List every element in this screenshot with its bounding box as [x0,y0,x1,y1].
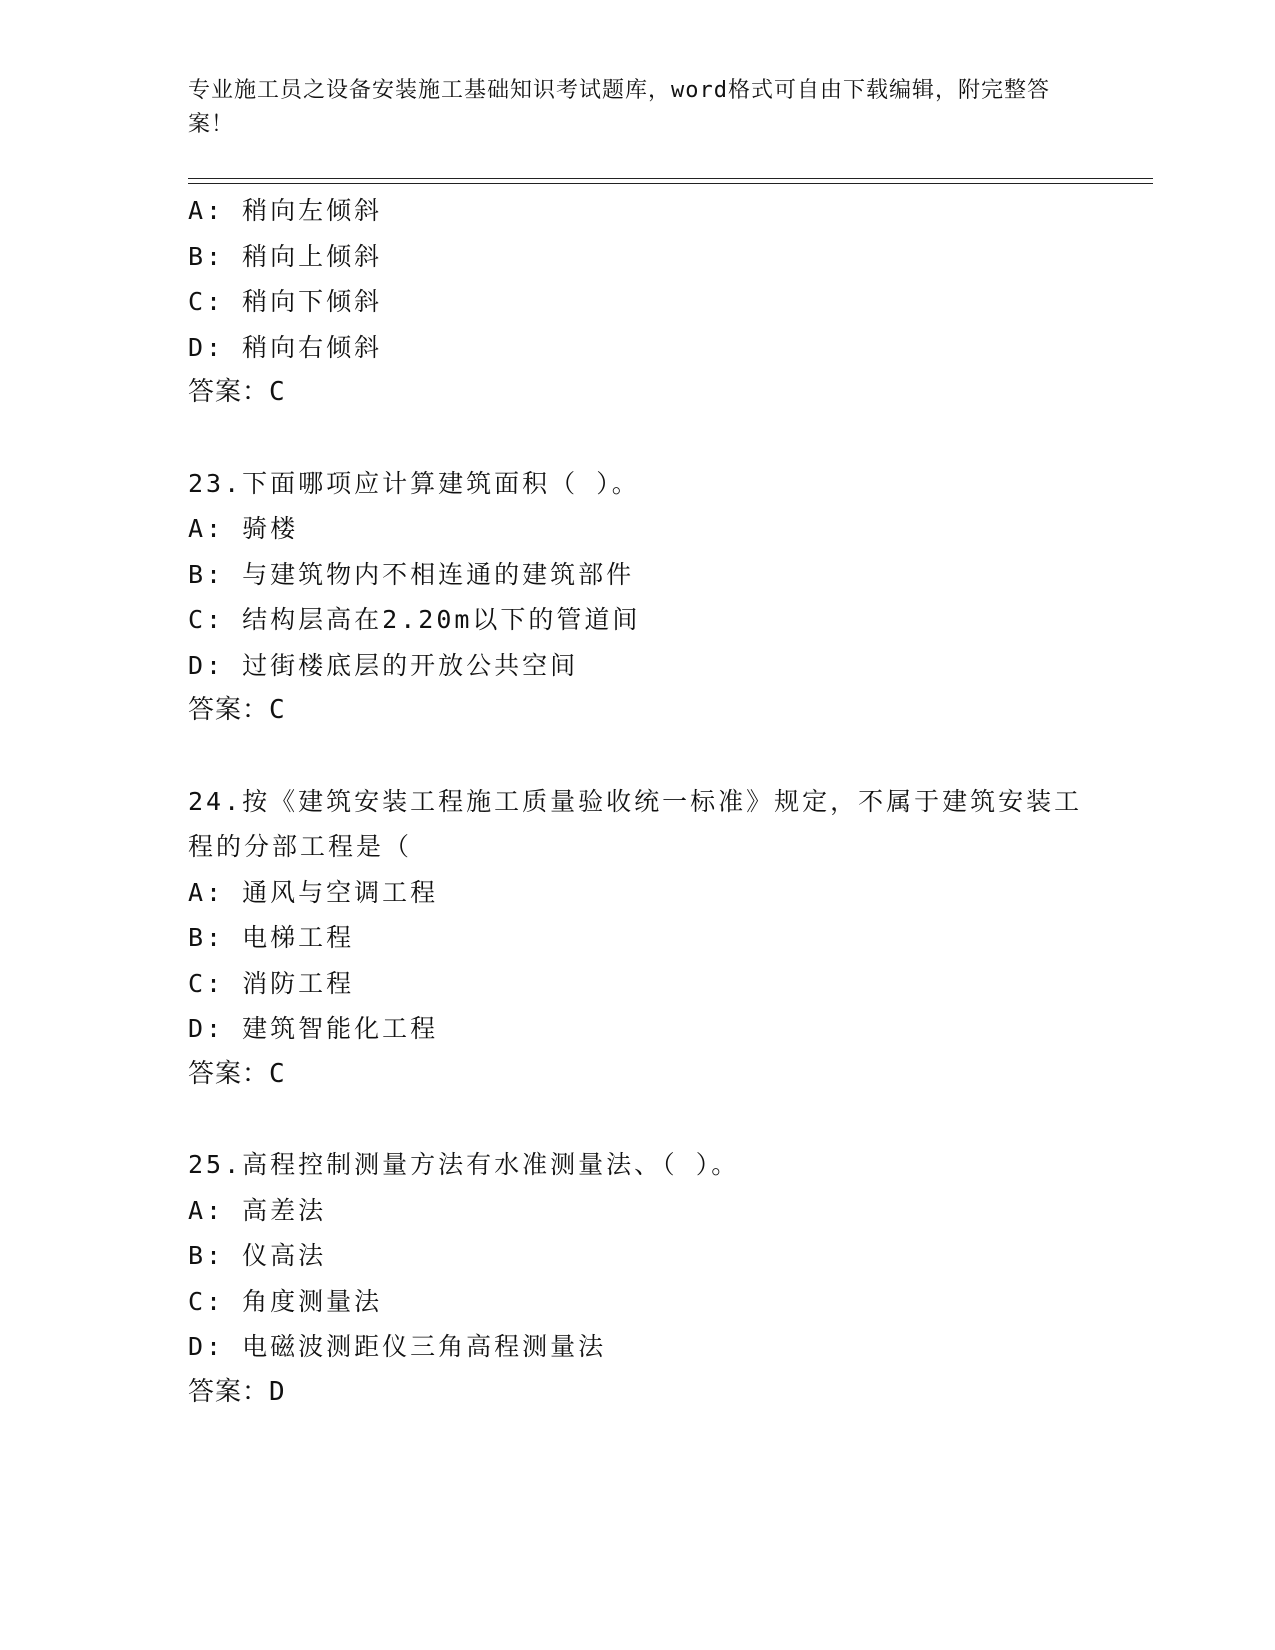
header-text: 专业施工员之设备安装施工基础知识考试题库，word格式可自由下载编辑，附完整答案！ [188,78,1050,137]
question-title: 23.下面哪项应计算建筑面积（ ）。 [188,468,640,498]
option-d: D: 建筑智能化工程 [188,1014,439,1043]
option-a: A: 骑楼 [188,514,299,543]
header-divider-top [188,178,1153,179]
option-c: C: 消防工程 [188,968,355,998]
answer-line: 答案：C [188,377,286,407]
option-b: B: 与建筑物内不相连通的建筑部件 [188,559,635,589]
option-d: D: 稍向右倾斜 [188,332,383,362]
option-c: C: 稍向下倾斜 [188,287,383,316]
option-b: B: 稍向上倾斜 [188,241,383,271]
option-b: B: 仪高法 [188,1241,327,1270]
answer-line: 答案：C [188,695,286,725]
option-a: A: 高差法 [188,1195,327,1225]
answer-line: 答案：D [188,1376,286,1407]
option-c: C: 结构层高在2.20m以下的管道间 [188,605,641,634]
question-block-24 [188,779,1088,1098]
question-block-23 [188,461,1088,734]
option-c: C: 角度测量法 [188,1286,383,1316]
header-divider-bottom [188,183,1153,184]
option-d: D: 电磁波测距仪三角高程测量法 [188,1332,607,1361]
answer-line: 答案：C [188,1058,286,1089]
option-a: A: 通风与空调工程 [188,877,439,907]
previous-question-block [188,188,1088,416]
option-a: A: 稍向左倾斜 [188,196,383,225]
question-block-25 [188,1142,1088,1415]
question-content [188,188,1088,1415]
document-header [188,74,1068,142]
question-title: 24.按《建筑安装工程施工质量验收统一标准》规定，不属于建筑安装工程的分部工程是（ [188,786,1083,861]
option-b: B: 电梯工程 [188,923,355,952]
question-title: 25.高程控制测量方法有水准测量法、（ ）。 [188,1150,740,1179]
option-d: D: 过街楼底层的开放公共空间 [188,650,579,680]
